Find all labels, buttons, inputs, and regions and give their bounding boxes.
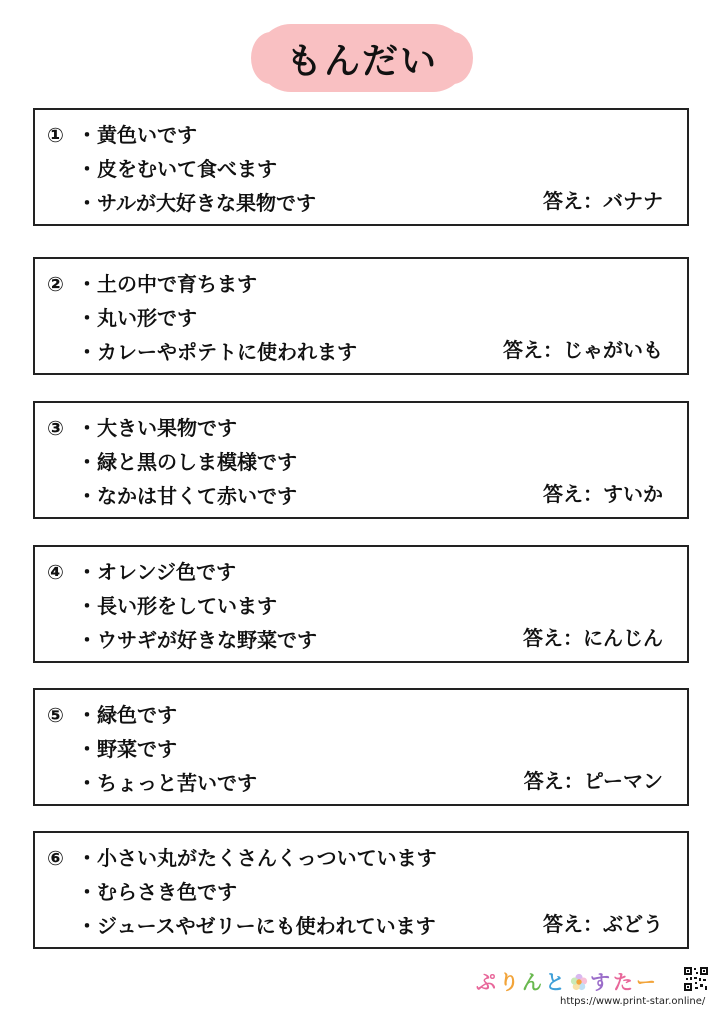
hint-line xyxy=(47,559,236,585)
hint-text: ・皮をむいて食べます xyxy=(77,157,277,181)
site-url[interactable]: https://www.print-star.online/ xyxy=(560,996,706,1007)
hint-text: ・オレンジ色です xyxy=(77,560,236,584)
hint-text: ・緑と黒のしま模様です xyxy=(77,450,297,474)
question-number: ④ xyxy=(47,560,64,584)
question-number: ① xyxy=(47,123,64,147)
hint-text: ・大きい果物です xyxy=(77,416,237,440)
hint-text: ・むらさき色です xyxy=(77,880,237,904)
hint-line xyxy=(47,702,177,728)
title-banner xyxy=(257,24,467,92)
hint-text: ・土の中で育ちます xyxy=(77,272,257,296)
logo-char: た xyxy=(613,970,636,994)
logo-char: と xyxy=(545,970,568,994)
answer-text: 答え：ピーマン xyxy=(523,769,663,793)
hint-text: ・なかは甘くて赤いです xyxy=(77,484,297,508)
hint-text: ・ちょっと苦いです xyxy=(77,771,257,795)
answer-text: 答え：すいか xyxy=(543,482,663,506)
answer-text: 答え：バナナ xyxy=(543,189,663,213)
hint-text: ・黄色いです xyxy=(77,123,197,147)
logo-char: ー xyxy=(636,970,659,994)
hint-text: ・野菜です xyxy=(77,737,177,761)
flower-icon xyxy=(570,973,588,991)
logo-char: ん xyxy=(522,970,545,994)
hint-line xyxy=(47,415,237,441)
question-box-3 xyxy=(33,401,689,519)
hint-text: ・丸い形です xyxy=(77,306,197,330)
question-box-4 xyxy=(33,545,689,663)
answer-text: 答え：ぶどう xyxy=(543,912,663,936)
answer-text: 答え：にんじん xyxy=(523,626,663,650)
hint-line xyxy=(47,122,197,148)
hint-line xyxy=(47,845,437,871)
logo-char: り xyxy=(499,970,522,994)
logo-char: す xyxy=(590,970,613,994)
question-number: ⑤ xyxy=(47,703,64,727)
hint-text: ・小さい丸がたくさんくっついています xyxy=(77,846,437,870)
question-number: ⑥ xyxy=(47,846,64,870)
question-box-2 xyxy=(33,257,689,375)
question-box-1 xyxy=(33,108,689,226)
hint-text: ・サルが大好きな果物です xyxy=(77,191,316,215)
hint-text: ・長い形をしています xyxy=(77,594,277,618)
answer-text: 答え：じゃがいも xyxy=(503,338,663,362)
question-number: ③ xyxy=(47,416,64,440)
logo-char: ぷ xyxy=(476,970,499,994)
hint-line xyxy=(47,271,257,297)
question-number: ② xyxy=(47,272,64,296)
hint-text: ・緑色です xyxy=(77,703,177,727)
site-logo[interactable] xyxy=(476,966,659,995)
hint-text: ・ジュースやゼリーにも使われています xyxy=(77,914,436,938)
hint-text: ・カレーやポテトに使われます xyxy=(77,340,357,364)
question-box-5 xyxy=(33,688,689,806)
hint-text: ・ウサギが好きな野菜です xyxy=(77,628,317,652)
qr-code-icon xyxy=(683,966,709,992)
question-box-6 xyxy=(33,831,689,949)
page-title: もんだい xyxy=(285,40,438,82)
